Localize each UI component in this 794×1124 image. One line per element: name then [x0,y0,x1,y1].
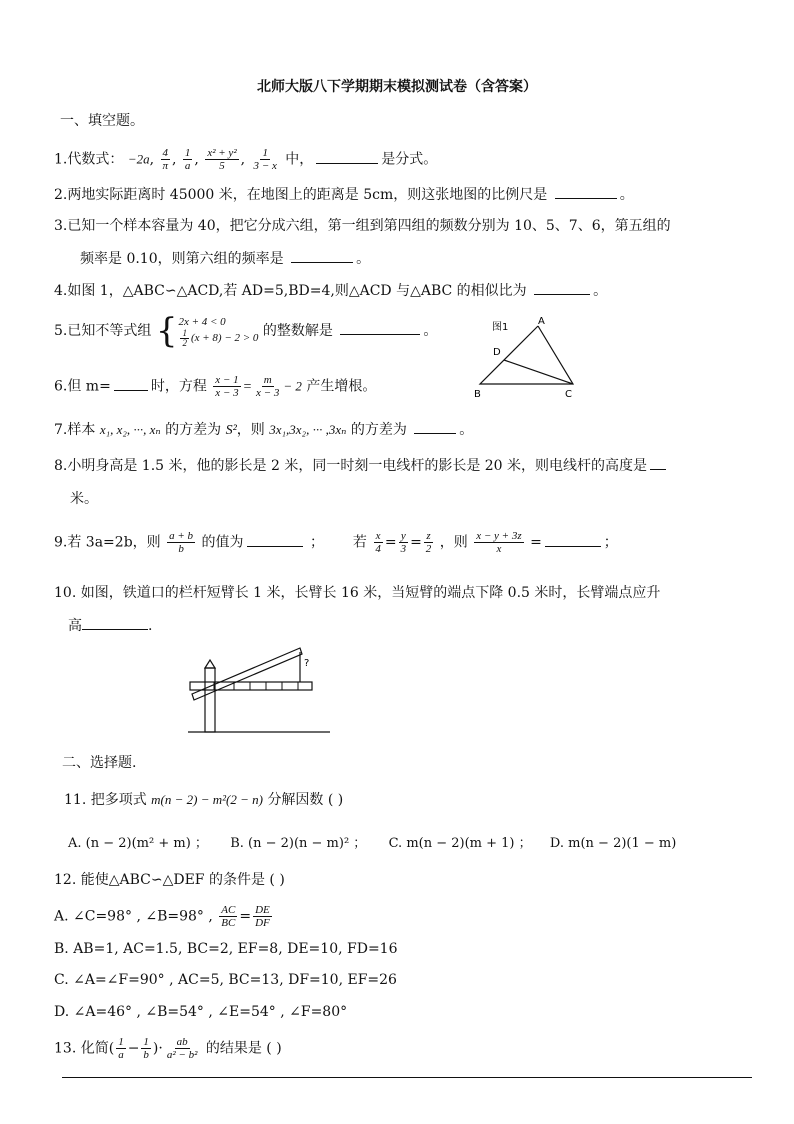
svg-text:A: A [538,316,545,327]
question-12-option-a[interactable]: A. ∠C=98° , ∠B=98° , $\frac{AC}{BC}$ = $\frac{DE}{DF}$ [54,904,270,929]
question-10-line2: 高 . [68,618,153,634]
question-12-option-c[interactable]: C. ∠A=∠F=90° , AC=5, BC=13, DF=10, EF=26 [54,972,397,988]
answer-blank[interactable] [534,281,590,295]
question-3-line2: 频率是 0.10，则第六组的频率是 。 [80,251,371,267]
section-fill-in: 一、填空题。 [60,113,144,129]
question-6: 6.但 m= 时，方程 $\frac{x - 1}{x - 3}$ = $\frac{m}{x - 3}$ − 2 产生增根。 [54,374,377,399]
option-c[interactable]: C. m(n − 2)(m + 1) ； [388,836,532,851]
railway-barrier-figure [184,642,334,736]
question-5: 5.已知不等式组 { 2x + 4 < 0 $\frac{1}{2}$ (x + 8) − 2 > 0 的整数解是 。 [54,311,438,351]
section-choice: 二、选择题. [62,755,137,771]
answer-blank[interactable] [340,321,420,335]
answer-blank[interactable] [545,533,601,547]
answer-blank[interactable] [82,616,148,630]
question-7: 7.样本 x₁, x₂, ···, xₙ 的方差为 S²，则 3x₁,3x₂, ··· ,3xₙ 的方差为 。 [54,422,474,438]
answer-blank[interactable] [414,420,456,434]
question-12: 12. 能使△ABC∽△DEF 的条件是 ( ) [54,872,285,888]
option-a[interactable]: A. (n − 2)(m² + m) ； [68,836,208,851]
figure-1-label: 图1 [492,322,509,333]
svg-text:B: B [474,389,481,400]
page-title: 北师大版八下学期期末模拟测试卷（含答案） [257,79,537,95]
inequality-system: { 2x + 4 < 0 $\frac{1}{2}$ (x + 8) − 2 > 0 [155,311,259,351]
svg-text:C: C [565,389,572,400]
answer-blank[interactable] [316,150,378,164]
triangle-figure-1 [468,312,580,400]
question-8: 8.小明身高是 1.5 米，他的影长是 2 米，同一时刻一电线杆的影长是 20 米，则电线杆的高度是 [54,455,669,475]
question-10: 10. 如图，铁道口的栏杆短臂长 1 米，长臂长 16 米，当短臂的端点下降 0.5 米时，长臂端点应升 [54,585,661,601]
question-8-line2: 米。 [70,491,98,507]
question-11: 11. 把多项式 m(n − 2) − m²(2 − n) 分解因数 ( ) [64,792,344,808]
answer-blank[interactable] [114,377,148,391]
option-b[interactable]: B. (n − 2)(n − m)² ； [230,836,367,851]
svg-text:D: D [493,347,501,358]
answer-blank[interactable] [291,249,353,263]
question-4: 4.如图 1，△ABC∽△ACD,若 AD=5,BD=4,则△ACD 与△ABC 的相似比为 。 [54,283,608,299]
answer-blank[interactable] [247,533,303,547]
question-1: 1.代数式： −2a, $\frac{4}{\pi}$ , $\frac{1}{a}$ , $\frac{\text{x² + y²}}{5}$ , $\frac{1}{3 - x}$ 中， 是分式。 [54,147,438,172]
svg-text:?: ? [304,658,310,669]
question-12-option-d[interactable]: D. ∠A=46° , ∠B=54° , ∠E=54° , ∠F=80° [54,1004,348,1020]
question-3-line1: 3.已知一个样本容量为 40，把它分成六组，第一组到第四组的频数分别为 10、5、7、6，第五组的 [54,218,671,234]
answer-blank[interactable] [555,185,617,199]
question-13: 13. 化简( $\frac{1}{a}$ − $\frac{1}{b}$ )· $\frac{ab}{\text{a² − b²}}$ 的结果是 ( ) [54,1036,282,1061]
question-9: 9.若 3a=2b，则 $\frac{a + b}{b}$ 的值为 ； 若 $\frac{x}{4}$ = $\frac{y}{3}$ = $\frac{z}{2}$ ，则 $\frac{x - y + 3z}{x}$ = ； [54,530,618,555]
answer-blank[interactable] [650,456,666,470]
question-11-options [68,832,676,851]
question-2: 2.两地实际距离时 45000 米，在地图上的距离是 5cm，则这张地图的比例尺是 。 [54,187,634,203]
footer-rule [62,1077,752,1078]
question-12-option-b[interactable]: B. AB=1, AC=1.5, BC=2, EF=8, DE=10, FD=16 [54,941,398,957]
option-d[interactable]: D. m(n − 2)(1 − m) [549,836,677,851]
